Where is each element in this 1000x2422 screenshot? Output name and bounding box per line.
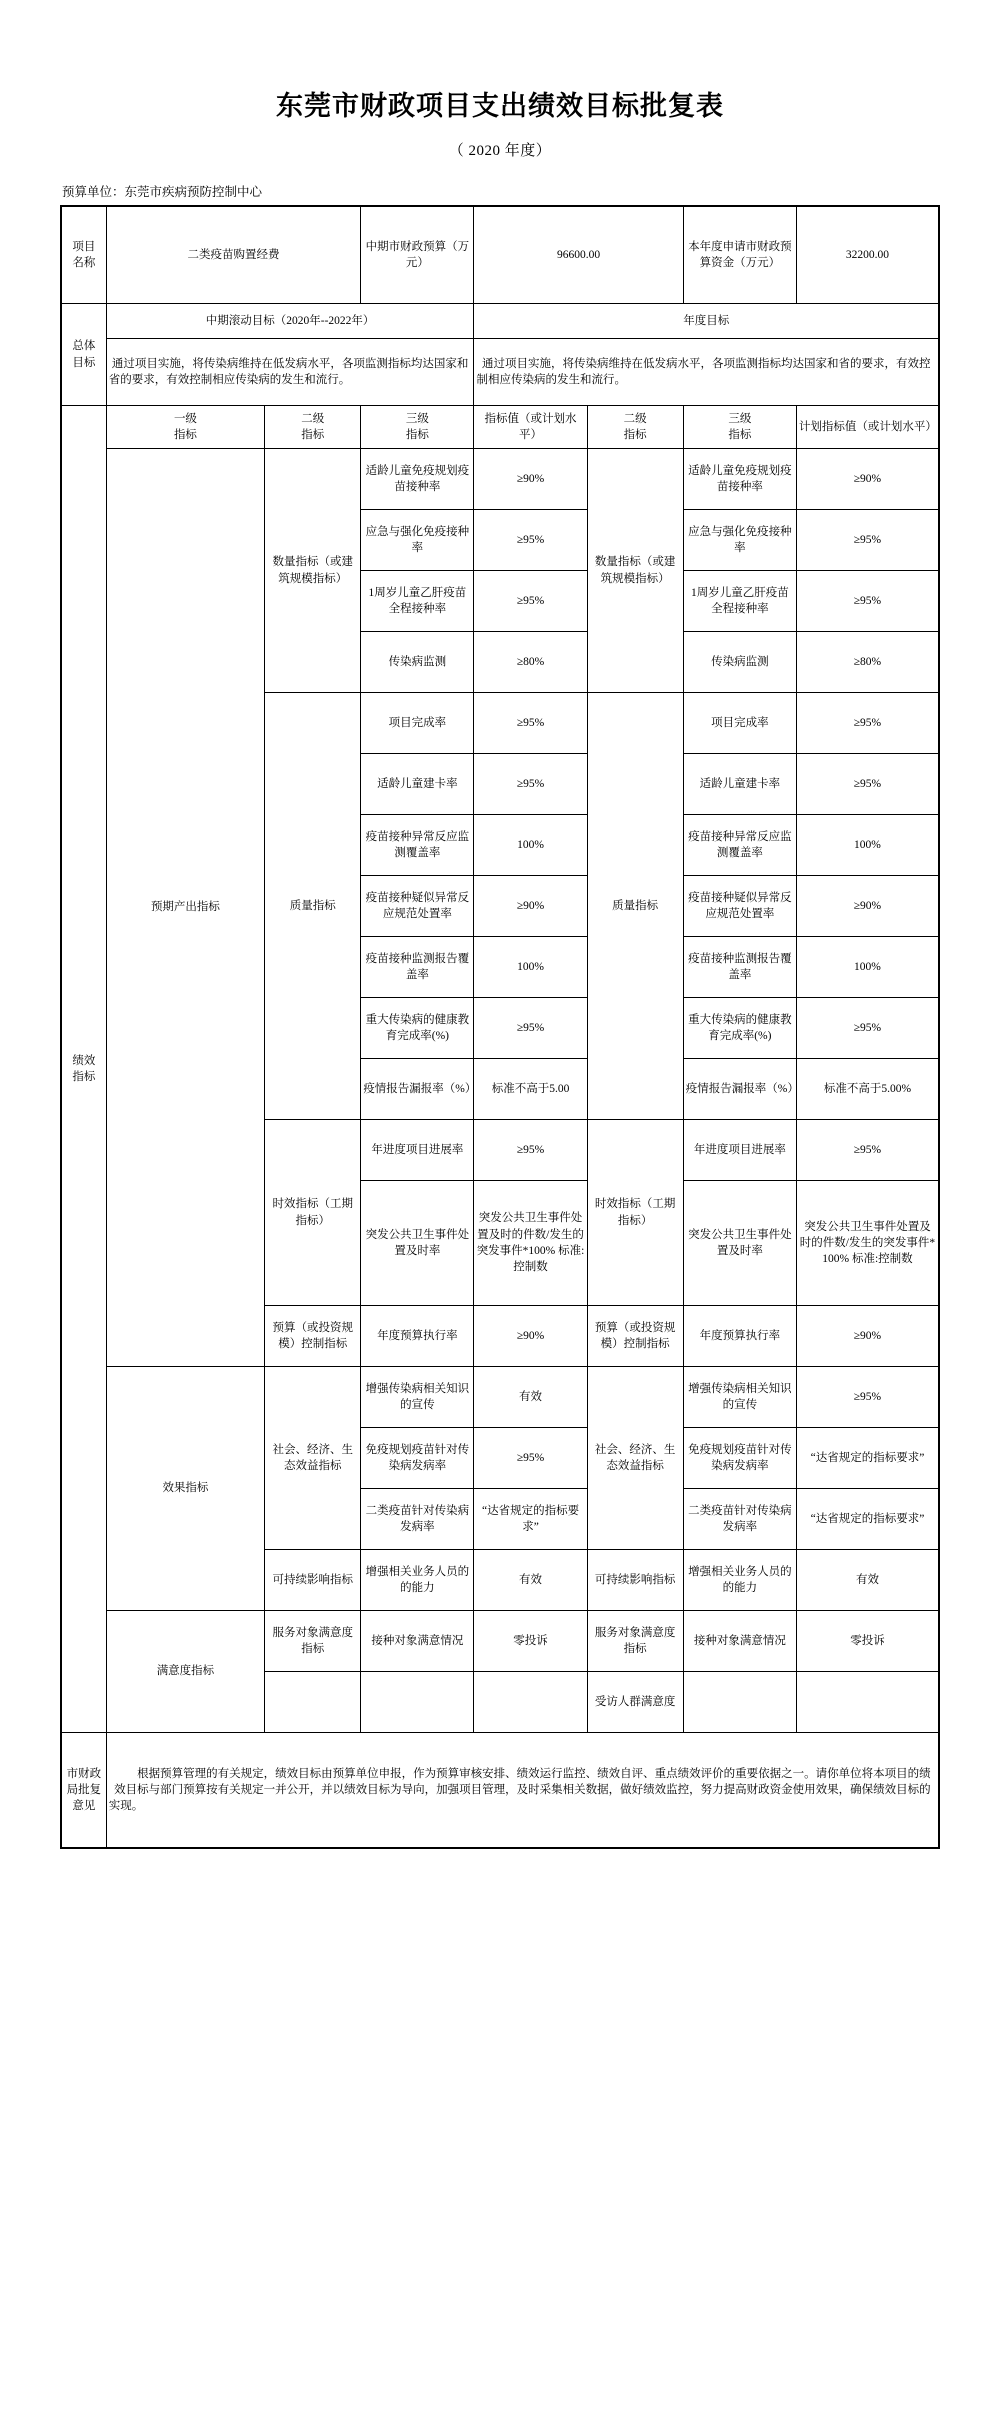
level2-indicator-annual: 受访人群满意度: [587, 1672, 683, 1733]
indicator-value-midterm: 有效: [474, 1367, 587, 1428]
indicator-value-annual: ≥90%: [796, 449, 939, 510]
indicator-value-annual: 标准不高于5.00%: [796, 1059, 939, 1120]
indicator-value-midterm: ≥90%: [474, 876, 587, 937]
budget-unit-line: 预算单位：东莞市疾病预防控制中心: [62, 185, 263, 199]
annual-apply-label: 本年度申请市财政预算资金（万元）: [683, 206, 796, 304]
level3-indicator-annual: 疫苗接种监测报告覆盖率: [683, 937, 796, 998]
indicator-value-annual: ≥95%: [796, 693, 939, 754]
table-row: [61, 304, 939, 339]
level1-indicator: 效果指标: [106, 1367, 264, 1611]
indicator-value-annual: ≥95%: [796, 754, 939, 815]
level2-indicator-annual: 可持续影响指标: [587, 1550, 683, 1611]
indicator-value-midterm: “达省规定的指标要求”: [474, 1489, 587, 1550]
overall-goals-annual-text: 通过项目实施，将传染病维持在低发病水平，各项监测指标均达国家和省的要求，有效控制相应传染病的发生和流行。: [474, 339, 939, 406]
midterm-budget-label: 中期市财政预算（万元）: [361, 206, 474, 304]
indicator-value-annual: ≥95%: [796, 1367, 939, 1428]
header-level1: 一级 指标: [106, 406, 264, 449]
indicator-value-midterm: [474, 1672, 587, 1733]
project-name-value: 二类疫苗购置经费: [106, 206, 361, 304]
level2-indicator-midterm: 预算（或投资规模）控制指标: [265, 1306, 361, 1367]
indicator-value-annual: 100%: [796, 815, 939, 876]
table-row: [61, 449, 939, 510]
indicator-value-midterm: 100%: [474, 815, 587, 876]
overall-goals-label: 总体 目标: [61, 304, 106, 406]
indicator-value-annual: “达省规定的指标要求”: [796, 1428, 939, 1489]
header-value-annual: 计划指标值（或计划水平）: [796, 406, 939, 449]
level2-indicator-midterm: 数量指标（或建筑规模指标）: [265, 449, 361, 693]
level3-indicator-annual: 1周岁儿童乙肝疫苗全程接种率: [683, 571, 796, 632]
level3-indicator-midterm: 年度预算执行率: [361, 1306, 474, 1367]
annual-apply-value: 32200.00: [796, 206, 939, 304]
indicator-value-midterm: ≥80%: [474, 632, 587, 693]
level2-indicator-midterm: 质量指标: [265, 693, 361, 1120]
bureau-reply-label: 市财政局批复意见: [61, 1733, 106, 1849]
indicator-value-midterm: ≥90%: [474, 1306, 587, 1367]
indicator-value-midterm: ≥95%: [474, 1120, 587, 1181]
indicator-value-annual: 零投诉: [796, 1611, 939, 1672]
level2-indicator-midterm: 社会、经济、生态效益指标: [265, 1367, 361, 1550]
indicator-value-annual: 100%: [796, 937, 939, 998]
indicator-value-annual: ≥95%: [796, 571, 939, 632]
level3-indicator-midterm: 免疫规划疫苗针对传染病发病率: [361, 1428, 474, 1489]
level3-indicator-annual: 适龄儿童建卡率: [683, 754, 796, 815]
table-row: [61, 339, 939, 406]
level3-indicator-midterm: 项目完成率: [361, 693, 474, 754]
header-value-midterm: 指标值（或计划水平）: [474, 406, 587, 449]
level3-indicator-midterm: 增强相关业务人员的的能力: [361, 1550, 474, 1611]
level2-indicator-midterm: [265, 1672, 361, 1733]
table-row: [61, 406, 939, 449]
page-title: 东莞市财政项目支出绩效目标批复表: [276, 91, 724, 121]
level3-indicator-midterm: 疫苗接种疑似异常反应规范处置率: [361, 876, 474, 937]
level3-indicator-midterm: 疫情报告漏报率（%）: [361, 1059, 474, 1120]
indicator-value-annual: ≥95%: [796, 510, 939, 571]
level2-indicator-annual: 质量指标: [587, 693, 683, 1120]
level3-indicator-annual: 突发公共卫生事件处置及时率: [683, 1181, 796, 1306]
level3-indicator-annual: 接种对象满意情况: [683, 1611, 796, 1672]
table-row: [61, 206, 939, 304]
page-subtitle: （ 2020 年度）: [448, 143, 552, 159]
level3-indicator-midterm: 重大传染病的健康教育完成率(%): [361, 998, 474, 1059]
overall-goals-midterm-header: 中期滚动目标（2020年--2022年）: [106, 304, 474, 339]
level3-indicator-midterm: 1周岁儿童乙肝疫苗全程接种率: [361, 571, 474, 632]
indicator-value-annual: ≥95%: [796, 1120, 939, 1181]
level3-indicator-midterm: 应急与强化免疫接种率: [361, 510, 474, 571]
table-row: [61, 1611, 939, 1672]
header-level2-annual: 二级 指标: [587, 406, 683, 449]
level3-indicator-annual: 应急与强化免疫接种率: [683, 510, 796, 571]
performance-target-table: [60, 205, 940, 1849]
indicator-value-annual: ≥90%: [796, 1306, 939, 1367]
table-row: [61, 1733, 939, 1849]
level3-indicator-midterm: 疫苗接种异常反应监测覆盖率: [361, 815, 474, 876]
level1-indicator: 预期产出指标: [106, 449, 264, 1367]
overall-goals-annual-header: 年度目标: [474, 304, 939, 339]
indicator-value-annual: ≥90%: [796, 876, 939, 937]
level3-indicator-annual: [683, 1672, 796, 1733]
indicator-value-midterm: 突发公共卫生事件处置及时的件数/发生的突发事件*100% 标准:控制数: [474, 1181, 587, 1306]
level3-indicator-midterm: 接种对象满意情况: [361, 1611, 474, 1672]
level3-indicator-midterm: 疫苗接种监测报告覆盖率: [361, 937, 474, 998]
indicator-value-midterm: 标准不高于5.00: [474, 1059, 587, 1120]
header-level3-midterm: 三级 指标: [361, 406, 474, 449]
level3-indicator-annual: 增强传染病相关知识的宣传: [683, 1367, 796, 1428]
level3-indicator-annual: 二类疫苗针对传染病发病率: [683, 1489, 796, 1550]
level3-indicator-midterm: 二类疫苗针对传染病发病率: [361, 1489, 474, 1550]
header-level2-midterm: 二级 指标: [265, 406, 361, 449]
level3-indicator-midterm: 适龄儿童建卡率: [361, 754, 474, 815]
level3-indicator-annual: 免疫规划疫苗针对传染病发病率: [683, 1428, 796, 1489]
performance-label: 绩效 指标: [61, 406, 106, 1733]
level2-indicator-annual: 社会、经济、生态效益指标: [587, 1367, 683, 1550]
midterm-budget-value: 96600.00: [474, 206, 683, 304]
indicator-value-annual: “达省规定的指标要求”: [796, 1489, 939, 1550]
level3-indicator-annual: 疫情报告漏报率（%）: [683, 1059, 796, 1120]
level2-indicator-midterm: 时效指标（工期指标）: [265, 1120, 361, 1306]
level2-indicator-midterm: 可持续影响指标: [265, 1550, 361, 1611]
level3-indicator-annual: 疫苗接种疑似异常反应规范处置率: [683, 876, 796, 937]
header-level3-annual: 三级 指标: [683, 406, 796, 449]
level3-indicator-midterm: [361, 1672, 474, 1733]
level3-indicator-annual: 项目完成率: [683, 693, 796, 754]
indicator-value-annual: 有效: [796, 1550, 939, 1611]
indicator-value-midterm: ≥95%: [474, 693, 587, 754]
level1-indicator: 满意度指标: [106, 1611, 264, 1733]
overall-goals-midterm-text: 通过项目实施，将传染病维持在低发病水平，各项监测指标均达国家和省的要求，有效控制相应传染病的发生和流行。: [106, 339, 474, 406]
indicator-value-midterm: ≥90%: [474, 449, 587, 510]
indicator-value-annual: ≥95%: [796, 998, 939, 1059]
indicator-value-midterm: ≥95%: [474, 510, 587, 571]
indicator-value-annual: [796, 1672, 939, 1733]
level2-indicator-annual: 预算（或投资规模）控制指标: [587, 1306, 683, 1367]
level3-indicator-annual: 年进度项目进展率: [683, 1120, 796, 1181]
bureau-reply-paragraph: 根据预算管理的有关规定，绩效目标由预算单位申报，作为预算审核安排、绩效运行监控、绩效自评、重点绩效评价的重要依据之一。请你单位将本项目的绩效目标与部门预算按有关规定一并公开，并以绩效目标为导向，加强项目管理，及时采集相关数据，做好绩效监控，努力提高财政资金使用效果，确保绩效目标的实现。: [108, 1767, 931, 1813]
project-name-label: 项目 名称: [61, 206, 106, 304]
indicator-value-annual: ≥80%: [796, 632, 939, 693]
indicator-value-midterm: 100%: [474, 937, 587, 998]
level3-indicator-annual: 传染病监测: [683, 632, 796, 693]
bureau-reply-text: [106, 1733, 939, 1849]
level3-indicator-annual: 年度预算执行率: [683, 1306, 796, 1367]
indicator-value-annual: 突发公共卫生事件处置及时的件数/发生的突发事件*100% 标准:控制数: [796, 1181, 939, 1306]
indicator-value-midterm: 有效: [474, 1550, 587, 1611]
indicator-value-midterm: ≥95%: [474, 754, 587, 815]
level3-indicator-midterm: 突发公共卫生事件处置及时率: [361, 1181, 474, 1306]
level3-indicator-annual: 重大传染病的健康教育完成率(%): [683, 998, 796, 1059]
level3-indicator-annual: 适龄儿童免疫规划疫苗接种率: [683, 449, 796, 510]
level3-indicator-annual: 增强相关业务人员的的能力: [683, 1550, 796, 1611]
table-row: [61, 1367, 939, 1428]
level3-indicator-midterm: 年进度项目进展率: [361, 1120, 474, 1181]
level2-indicator-annual: 服务对象满意度指标: [587, 1611, 683, 1672]
level3-indicator-midterm: 增强传染病相关知识的宣传: [361, 1367, 474, 1428]
level3-indicator-midterm: 适龄儿童免疫规划疫苗接种率: [361, 449, 474, 510]
indicator-value-midterm: ≥95%: [474, 998, 587, 1059]
level2-indicator-annual: 时效指标（工期指标）: [587, 1120, 683, 1306]
level3-indicator-annual: 疫苗接种异常反应监测覆盖率: [683, 815, 796, 876]
level2-indicator-midterm: 服务对象满意度指标: [265, 1611, 361, 1672]
level3-indicator-midterm: 传染病监测: [361, 632, 474, 693]
indicator-value-midterm: ≥95%: [474, 1428, 587, 1489]
indicator-value-midterm: 零投诉: [474, 1611, 587, 1672]
indicator-value-midterm: ≥95%: [474, 571, 587, 632]
level2-indicator-annual: 数量指标（或建筑规模指标）: [587, 449, 683, 693]
